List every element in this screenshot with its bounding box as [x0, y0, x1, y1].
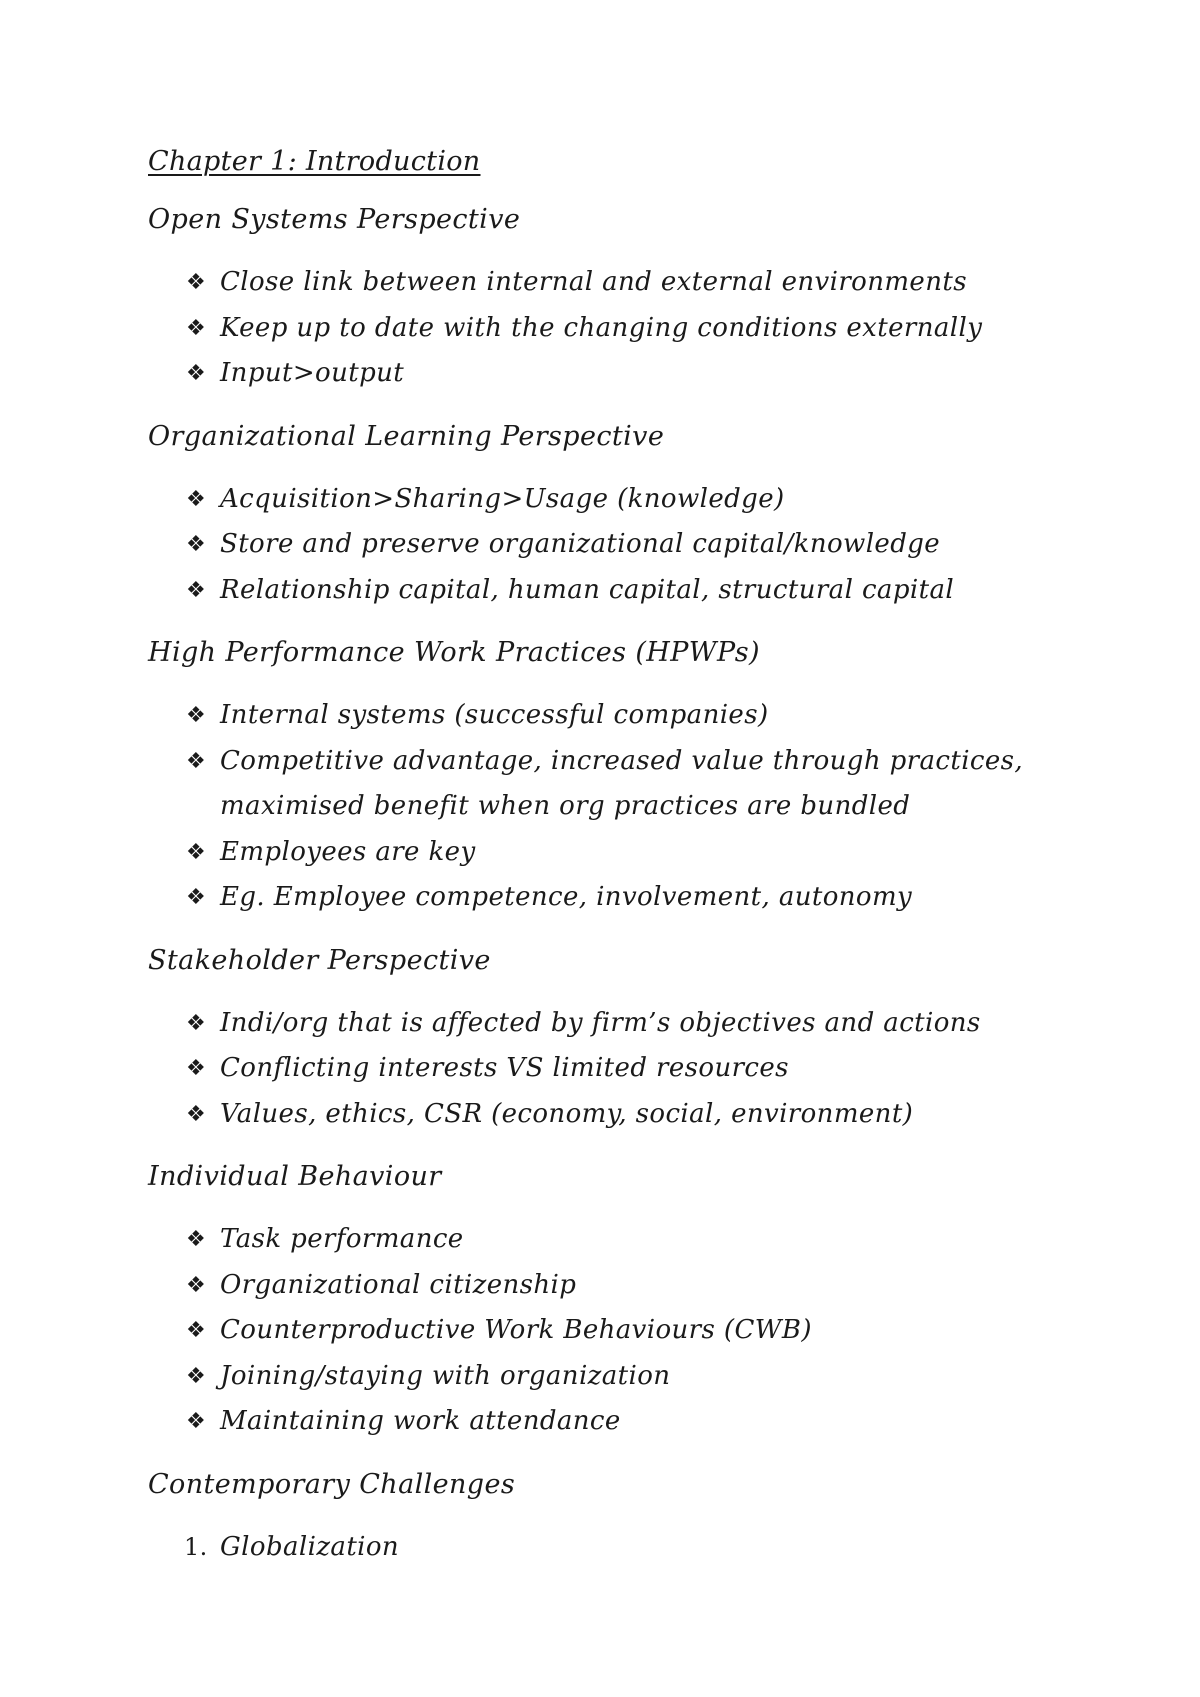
section-heading: Contemporary Challenges	[148, 1468, 516, 1500]
diamond-bullet-icon: ❖	[186, 1363, 207, 1389]
bullet-text: Organizational citizenship	[220, 1269, 577, 1300]
section-hpwp	[148, 633, 1108, 921]
bullet-text: Task performance	[220, 1224, 464, 1254]
diamond-bullet-icon: ❖	[186, 486, 207, 512]
diamond-bullet-icon: ❖	[186, 748, 207, 774]
bullet-text: Values, ethics, CSR (economy, social, environment)	[220, 1098, 914, 1129]
numbered-text: Globalization	[220, 1531, 400, 1562]
diamond-bullet-icon: ❖	[186, 1272, 207, 1298]
bullet-item	[148, 1217, 1108, 1263]
bullet-item	[148, 351, 1108, 397]
diamond-bullet-icon: ❖	[186, 1227, 207, 1252]
bullet-list	[148, 477, 1108, 614]
diamond-bullet-icon: ❖	[186, 361, 207, 386]
bullet-text: Internal systems (successful companies)	[220, 700, 769, 730]
numbered-item	[148, 1525, 1108, 1570]
diamond-bullet-icon: ❖	[186, 577, 207, 603]
diamond-bullet-icon: ❖	[186, 1101, 207, 1127]
bullet-text: Input>output	[220, 358, 405, 388]
bullet-item	[148, 306, 1108, 352]
bullet-item	[148, 1399, 1108, 1445]
bullet-item	[148, 260, 1108, 306]
bullet-item	[148, 739, 1108, 830]
bullet-item	[148, 1046, 1108, 1092]
bullet-item	[148, 1308, 1108, 1354]
section-heading: Stakeholder Perspective	[148, 944, 491, 976]
bullet-item	[148, 875, 1108, 921]
list-number: 1.	[184, 1532, 208, 1561]
section-heading: Individual Behaviour	[148, 1161, 442, 1192]
bullet-text: Relationship capital, human capital, structural capital	[220, 574, 955, 605]
diamond-bullet-icon: ❖	[186, 703, 207, 728]
bullet-text: Keep up to date with the changing conditions externally	[220, 312, 983, 343]
bullet-list	[148, 1217, 1108, 1445]
bullet-item	[148, 522, 1108, 568]
bullet-item	[148, 568, 1108, 614]
bullet-text: Competitive advantage, increased value through practices, maximised benefit when org practices are bundled	[220, 745, 1024, 821]
bullet-text: Conflicting interests VS limited resources	[220, 1053, 789, 1083]
section-organizational-learning	[148, 417, 1108, 614]
bullet-text: Joining/staying with organization	[220, 1360, 671, 1391]
section-heading: High Performance Work Practices (HPWPs)	[148, 637, 760, 668]
bullet-item	[148, 1001, 1108, 1047]
bullet-list	[148, 260, 1108, 397]
diamond-bullet-icon: ❖	[186, 885, 207, 910]
section-individual-behaviour	[148, 1157, 1108, 1445]
section-open-systems	[148, 200, 1108, 397]
section-contemporary-challenges	[148, 1465, 1108, 1570]
bullet-text: Employees are key	[220, 836, 476, 867]
bullet-item	[148, 693, 1108, 739]
diamond-bullet-icon: ❖	[186, 270, 207, 295]
bullet-item	[148, 830, 1108, 876]
bullet-item	[148, 1092, 1108, 1138]
bullet-text: Close link between internal and external environments	[220, 267, 967, 297]
diamond-bullet-icon: ❖	[186, 532, 207, 557]
bullet-text: Maintaining work attendance	[220, 1406, 621, 1436]
section-stakeholder	[148, 941, 1108, 1138]
numbered-list	[148, 1525, 1108, 1570]
diamond-bullet-icon: ❖	[186, 1010, 207, 1036]
section-heading: Organizational Learning Perspective	[148, 420, 665, 452]
bullet-item	[148, 1354, 1108, 1400]
bullet-item	[148, 477, 1108, 523]
bullet-item	[148, 1263, 1108, 1309]
bullet-text: Store and preserve organizational capital/knowledge	[220, 529, 941, 559]
diamond-bullet-icon: ❖	[186, 1409, 207, 1434]
diamond-bullet-icon: ❖	[186, 839, 207, 865]
diamond-bullet-icon: ❖	[186, 1318, 207, 1343]
chapter-title: Chapter 1: Introduction	[148, 146, 481, 177]
document-body	[148, 142, 1108, 1570]
section-heading: Open Systems Perspective	[148, 204, 521, 235]
bullet-list	[148, 693, 1108, 921]
bullet-text: Indi/org that is affected by firm’s objectives and actions	[220, 1007, 981, 1038]
diamond-bullet-icon: ❖	[186, 315, 207, 341]
bullet-list	[148, 1001, 1108, 1138]
diamond-bullet-icon: ❖	[186, 1056, 207, 1081]
bullet-text: Eg. Employee competence, involvement, autonomy	[220, 882, 913, 912]
bullet-text: Acquisition>Sharing>Usage (knowledge)	[220, 483, 785, 514]
bullet-text: Counterproductive Work Behaviours (CWB)	[220, 1315, 812, 1345]
